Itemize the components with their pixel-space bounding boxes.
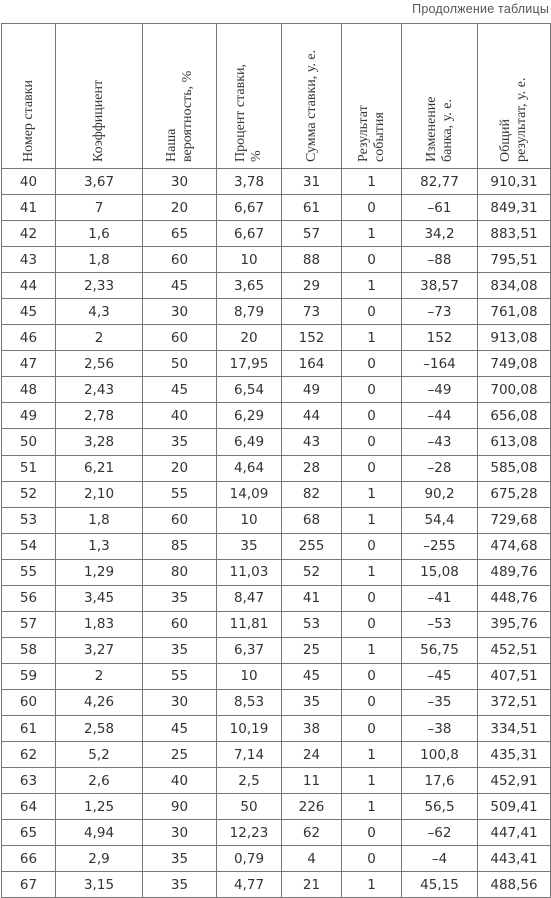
cell-event-result: 1	[342, 742, 402, 768]
cell-bet-percent: 6,37	[217, 637, 282, 663]
table-row	[2, 742, 551, 768]
cell-bet-percent: 6,54	[217, 377, 282, 403]
cell-event-result: 0	[342, 429, 402, 455]
cell-bank-change: –62	[402, 820, 478, 846]
cell-event-result: 0	[342, 533, 402, 559]
cell-bet-percent: 17,95	[217, 351, 282, 377]
cell-event-result: 0	[342, 299, 402, 325]
cell-bet-percent: 50	[217, 794, 282, 820]
cell-bet-amount: 31	[282, 169, 342, 195]
cell-bet-amount: 21	[282, 872, 342, 898]
table-row	[2, 429, 551, 455]
cell-bank-change: –38	[402, 715, 478, 741]
table-row	[2, 611, 551, 637]
cell-total-result: 675,28	[478, 481, 551, 507]
cell-bank-change: 56,75	[402, 637, 478, 663]
cell-bet-percent: 10	[217, 663, 282, 689]
cell-our-probability: 30	[143, 820, 217, 846]
cell-bet-percent: 0,79	[217, 846, 282, 872]
cell-our-probability: 65	[143, 221, 217, 247]
header-bet-percent: Процент ставки, %	[217, 24, 282, 169]
table-row	[2, 559, 551, 585]
cell-total-result: 395,76	[478, 611, 551, 637]
cell-total-result: 488,56	[478, 872, 551, 898]
cell-bet-percent: 3,65	[217, 273, 282, 299]
cell-bet-amount: 24	[282, 742, 342, 768]
table-row	[2, 872, 551, 898]
cell-bank-change: 38,57	[402, 273, 478, 299]
cell-bet-amount: 41	[282, 585, 342, 611]
cell-coefficient: 4,94	[56, 820, 143, 846]
cell-our-probability: 60	[143, 247, 217, 273]
table-row	[2, 689, 551, 715]
cell-bet-percent: 20	[217, 325, 282, 351]
cell-total-result: 761,08	[478, 299, 551, 325]
cell-bank-change: 90,2	[402, 481, 478, 507]
table-row	[2, 846, 551, 872]
cell-our-probability: 30	[143, 299, 217, 325]
cell-bet-amount: 88	[282, 247, 342, 273]
cell-total-result: 372,51	[478, 689, 551, 715]
cell-bet-percent: 4,77	[217, 872, 282, 898]
cell-bet-number: 53	[2, 507, 56, 533]
table-row	[2, 403, 551, 429]
cell-our-probability: 60	[143, 611, 217, 637]
table-row	[2, 377, 551, 403]
table-row	[2, 715, 551, 741]
cell-bet-amount: 52	[282, 559, 342, 585]
cell-our-probability: 30	[143, 689, 217, 715]
bets-table	[1, 23, 551, 898]
cell-bank-change: 45,15	[402, 872, 478, 898]
cell-total-result: 448,76	[478, 585, 551, 611]
cell-bet-number: 47	[2, 351, 56, 377]
cell-coefficient: 1,6	[56, 221, 143, 247]
cell-bank-change: –43	[402, 429, 478, 455]
cell-bet-number: 42	[2, 221, 56, 247]
cell-bet-percent: 11,81	[217, 611, 282, 637]
cell-bet-number: 60	[2, 689, 56, 715]
cell-bank-change: –61	[402, 195, 478, 221]
cell-bet-number: 57	[2, 611, 56, 637]
cell-total-result: 334,51	[478, 715, 551, 741]
cell-coefficient: 2,6	[56, 768, 143, 794]
cell-our-probability: 40	[143, 403, 217, 429]
table-row	[2, 585, 551, 611]
cell-total-result: 910,31	[478, 169, 551, 195]
cell-coefficient: 5,2	[56, 742, 143, 768]
cell-event-result: 0	[342, 351, 402, 377]
table-row	[2, 169, 551, 195]
cell-bet-amount: 57	[282, 221, 342, 247]
cell-bet-amount: 29	[282, 273, 342, 299]
cell-coefficient: 1,29	[56, 559, 143, 585]
cell-our-probability: 25	[143, 742, 217, 768]
cell-total-result: 700,08	[478, 377, 551, 403]
cell-coefficient: 3,28	[56, 429, 143, 455]
cell-our-probability: 45	[143, 273, 217, 299]
cell-bet-amount: 43	[282, 429, 342, 455]
cell-bet-amount: 11	[282, 768, 342, 794]
cell-bank-change: –28	[402, 455, 478, 481]
cell-our-probability: 85	[143, 533, 217, 559]
cell-coefficient: 2,56	[56, 351, 143, 377]
cell-bet-number: 61	[2, 715, 56, 741]
cell-bank-change: –44	[402, 403, 478, 429]
cell-bet-percent: 7,14	[217, 742, 282, 768]
table-row	[2, 247, 551, 273]
cell-bet-percent: 10	[217, 247, 282, 273]
cell-coefficient: 4,26	[56, 689, 143, 715]
cell-bank-change: –255	[402, 533, 478, 559]
header-coefficient: Коэффициент	[56, 24, 143, 169]
cell-event-result: 0	[342, 846, 402, 872]
cell-bet-number: 63	[2, 768, 56, 794]
cell-total-result: 729,68	[478, 507, 551, 533]
cell-coefficient: 7	[56, 195, 143, 221]
cell-event-result: 0	[342, 689, 402, 715]
table-row	[2, 195, 551, 221]
cell-our-probability: 50	[143, 351, 217, 377]
cell-bet-number: 58	[2, 637, 56, 663]
cell-coefficient: 2,9	[56, 846, 143, 872]
cell-bet-amount: 44	[282, 403, 342, 429]
cell-our-probability: 35	[143, 585, 217, 611]
cell-bank-change: 82,77	[402, 169, 478, 195]
cell-coefficient: 2,78	[56, 403, 143, 429]
cell-our-probability: 35	[143, 637, 217, 663]
cell-coefficient: 2,10	[56, 481, 143, 507]
cell-event-result: 1	[342, 637, 402, 663]
cell-coefficient: 3,27	[56, 637, 143, 663]
cell-our-probability: 90	[143, 794, 217, 820]
cell-total-result: 452,51	[478, 637, 551, 663]
cell-bet-amount: 152	[282, 325, 342, 351]
cell-bank-change: 152	[402, 325, 478, 351]
cell-bet-amount: 61	[282, 195, 342, 221]
cell-bet-percent: 6,67	[217, 195, 282, 221]
table-row	[2, 637, 551, 663]
table-row	[2, 221, 551, 247]
cell-total-result: 834,08	[478, 273, 551, 299]
cell-our-probability: 80	[143, 559, 217, 585]
cell-bank-change: 100,8	[402, 742, 478, 768]
cell-bet-amount: 45	[282, 663, 342, 689]
cell-total-result: 849,31	[478, 195, 551, 221]
cell-bet-number: 51	[2, 455, 56, 481]
cell-bet-number: 46	[2, 325, 56, 351]
cell-bet-percent: 12,23	[217, 820, 282, 846]
cell-bank-change: –45	[402, 663, 478, 689]
cell-event-result: 1	[342, 325, 402, 351]
cell-bet-number: 65	[2, 820, 56, 846]
cell-our-probability: 40	[143, 768, 217, 794]
cell-our-probability: 35	[143, 872, 217, 898]
table-row	[2, 663, 551, 689]
cell-bet-percent: 8,79	[217, 299, 282, 325]
cell-our-probability: 30	[143, 169, 217, 195]
cell-bet-percent: 8,53	[217, 689, 282, 715]
cell-coefficient: 3,67	[56, 169, 143, 195]
cell-bet-amount: 4	[282, 846, 342, 872]
cell-total-result: 656,08	[478, 403, 551, 429]
table-row	[2, 507, 551, 533]
table-row	[2, 768, 551, 794]
cell-our-probability: 60	[143, 325, 217, 351]
cell-coefficient: 2,58	[56, 715, 143, 741]
cell-bet-percent: 35	[217, 533, 282, 559]
cell-total-result: 883,51	[478, 221, 551, 247]
cell-bet-amount: 255	[282, 533, 342, 559]
cell-bet-amount: 35	[282, 689, 342, 715]
cell-our-probability: 20	[143, 455, 217, 481]
cell-bank-change: –164	[402, 351, 478, 377]
cell-total-result: 443,41	[478, 846, 551, 872]
cell-coefficient: 1,25	[56, 794, 143, 820]
cell-bank-change: –35	[402, 689, 478, 715]
cell-event-result: 0	[342, 403, 402, 429]
cell-coefficient: 1,3	[56, 533, 143, 559]
cell-event-result: 1	[342, 273, 402, 299]
cell-our-probability: 55	[143, 663, 217, 689]
cell-coefficient: 2	[56, 663, 143, 689]
cell-bet-number: 54	[2, 533, 56, 559]
cell-coefficient: 1,8	[56, 507, 143, 533]
cell-bet-number: 40	[2, 169, 56, 195]
cell-bet-percent: 14,09	[217, 481, 282, 507]
cell-bet-amount: 82	[282, 481, 342, 507]
cell-bet-percent: 8,47	[217, 585, 282, 611]
cell-event-result: 0	[342, 611, 402, 637]
cell-bet-percent: 10,19	[217, 715, 282, 741]
cell-bank-change: –49	[402, 377, 478, 403]
cell-bet-number: 44	[2, 273, 56, 299]
cell-event-result: 0	[342, 715, 402, 741]
cell-bet-percent: 6,49	[217, 429, 282, 455]
cell-event-result: 0	[342, 195, 402, 221]
cell-bet-amount: 28	[282, 455, 342, 481]
cell-event-result: 1	[342, 794, 402, 820]
cell-bet-amount: 53	[282, 611, 342, 637]
cell-event-result: 0	[342, 663, 402, 689]
cell-event-result: 0	[342, 377, 402, 403]
cell-bet-amount: 73	[282, 299, 342, 325]
cell-coefficient: 2,33	[56, 273, 143, 299]
cell-total-result: 749,08	[478, 351, 551, 377]
cell-bank-change: –4	[402, 846, 478, 872]
cell-bank-change: 17,6	[402, 768, 478, 794]
cell-bet-amount: 62	[282, 820, 342, 846]
cell-bet-number: 45	[2, 299, 56, 325]
cell-bet-amount: 68	[282, 507, 342, 533]
cell-bet-number: 66	[2, 846, 56, 872]
cell-coefficient: 2	[56, 325, 143, 351]
cell-bet-percent: 4,64	[217, 455, 282, 481]
cell-bet-percent: 3,78	[217, 169, 282, 195]
cell-bank-change: –53	[402, 611, 478, 637]
cell-total-result: 585,08	[478, 455, 551, 481]
cell-bet-amount: 49	[282, 377, 342, 403]
cell-bet-amount: 226	[282, 794, 342, 820]
table-row	[2, 273, 551, 299]
cell-bank-change: 15,08	[402, 559, 478, 585]
cell-bet-number: 43	[2, 247, 56, 273]
table-row	[2, 533, 551, 559]
cell-bet-number: 41	[2, 195, 56, 221]
table-row	[2, 455, 551, 481]
cell-coefficient: 2,43	[56, 377, 143, 403]
cell-event-result: 0	[342, 455, 402, 481]
cell-total-result: 407,51	[478, 663, 551, 689]
cell-event-result: 1	[342, 169, 402, 195]
cell-bet-percent: 6,67	[217, 221, 282, 247]
cell-total-result: 447,41	[478, 820, 551, 846]
cell-bet-percent: 11,03	[217, 559, 282, 585]
cell-bet-number: 67	[2, 872, 56, 898]
cell-total-result: 913,08	[478, 325, 551, 351]
cell-event-result: 0	[342, 820, 402, 846]
cell-our-probability: 55	[143, 481, 217, 507]
cell-total-result: 474,68	[478, 533, 551, 559]
cell-bet-number: 55	[2, 559, 56, 585]
cell-event-result: 0	[342, 247, 402, 273]
cell-total-result: 435,31	[478, 742, 551, 768]
header-bet-amount: Сумма ставки, у. е.	[282, 24, 342, 169]
cell-bet-percent: 2,5	[217, 768, 282, 794]
table-row	[2, 794, 551, 820]
cell-our-probability: 35	[143, 429, 217, 455]
header-our-probability: Наша вероятность, %	[143, 24, 217, 169]
cell-our-probability: 20	[143, 195, 217, 221]
table-body	[2, 169, 551, 898]
table-row	[2, 325, 551, 351]
cell-event-result: 1	[342, 481, 402, 507]
cell-bet-number: 64	[2, 794, 56, 820]
table-row	[2, 481, 551, 507]
cell-event-result: 0	[342, 585, 402, 611]
cell-coefficient: 1,83	[56, 611, 143, 637]
cell-total-result: 452,91	[478, 768, 551, 794]
cell-event-result: 1	[342, 872, 402, 898]
cell-coefficient: 4,3	[56, 299, 143, 325]
cell-coefficient: 3,45	[56, 585, 143, 611]
header-total-result: Общий результат, у. е.	[478, 24, 551, 169]
header-event-result: Результат события	[342, 24, 402, 169]
cell-bank-change: 34,2	[402, 221, 478, 247]
table-row	[2, 299, 551, 325]
cell-bet-number: 50	[2, 429, 56, 455]
cell-bank-change: –73	[402, 299, 478, 325]
header-bet-number: Номер ставки	[2, 24, 56, 169]
cell-bet-number: 56	[2, 585, 56, 611]
continuation-label: Продолжение таблицы	[412, 2, 549, 16]
cell-bet-number: 49	[2, 403, 56, 429]
cell-our-probability: 45	[143, 377, 217, 403]
cell-total-result: 509,41	[478, 794, 551, 820]
cell-event-result: 1	[342, 507, 402, 533]
table-row	[2, 820, 551, 846]
cell-bank-change: –88	[402, 247, 478, 273]
cell-bet-number: 52	[2, 481, 56, 507]
cell-coefficient: 6,21	[56, 455, 143, 481]
cell-event-result: 1	[342, 768, 402, 794]
cell-our-probability: 45	[143, 715, 217, 741]
cell-coefficient: 3,15	[56, 872, 143, 898]
cell-bet-amount: 38	[282, 715, 342, 741]
header-bank-change: Изменение банка, у. е.	[402, 24, 478, 169]
cell-event-result: 1	[342, 221, 402, 247]
cell-bet-amount: 25	[282, 637, 342, 663]
cell-bet-number: 62	[2, 742, 56, 768]
cell-total-result: 489,76	[478, 559, 551, 585]
cell-total-result: 613,08	[478, 429, 551, 455]
cell-bet-amount: 164	[282, 351, 342, 377]
cell-bet-percent: 6,29	[217, 403, 282, 429]
cell-our-probability: 35	[143, 846, 217, 872]
cell-total-result: 795,51	[478, 247, 551, 273]
cell-bank-change: 54,4	[402, 507, 478, 533]
cell-bet-number: 48	[2, 377, 56, 403]
cell-bet-percent: 10	[217, 507, 282, 533]
cell-bank-change: –41	[402, 585, 478, 611]
table-row	[2, 351, 551, 377]
cell-coefficient: 1,8	[56, 247, 143, 273]
header-row	[2, 24, 551, 169]
cell-our-probability: 60	[143, 507, 217, 533]
cell-bet-number: 59	[2, 663, 56, 689]
cell-bank-change: 56,5	[402, 794, 478, 820]
cell-event-result: 1	[342, 559, 402, 585]
